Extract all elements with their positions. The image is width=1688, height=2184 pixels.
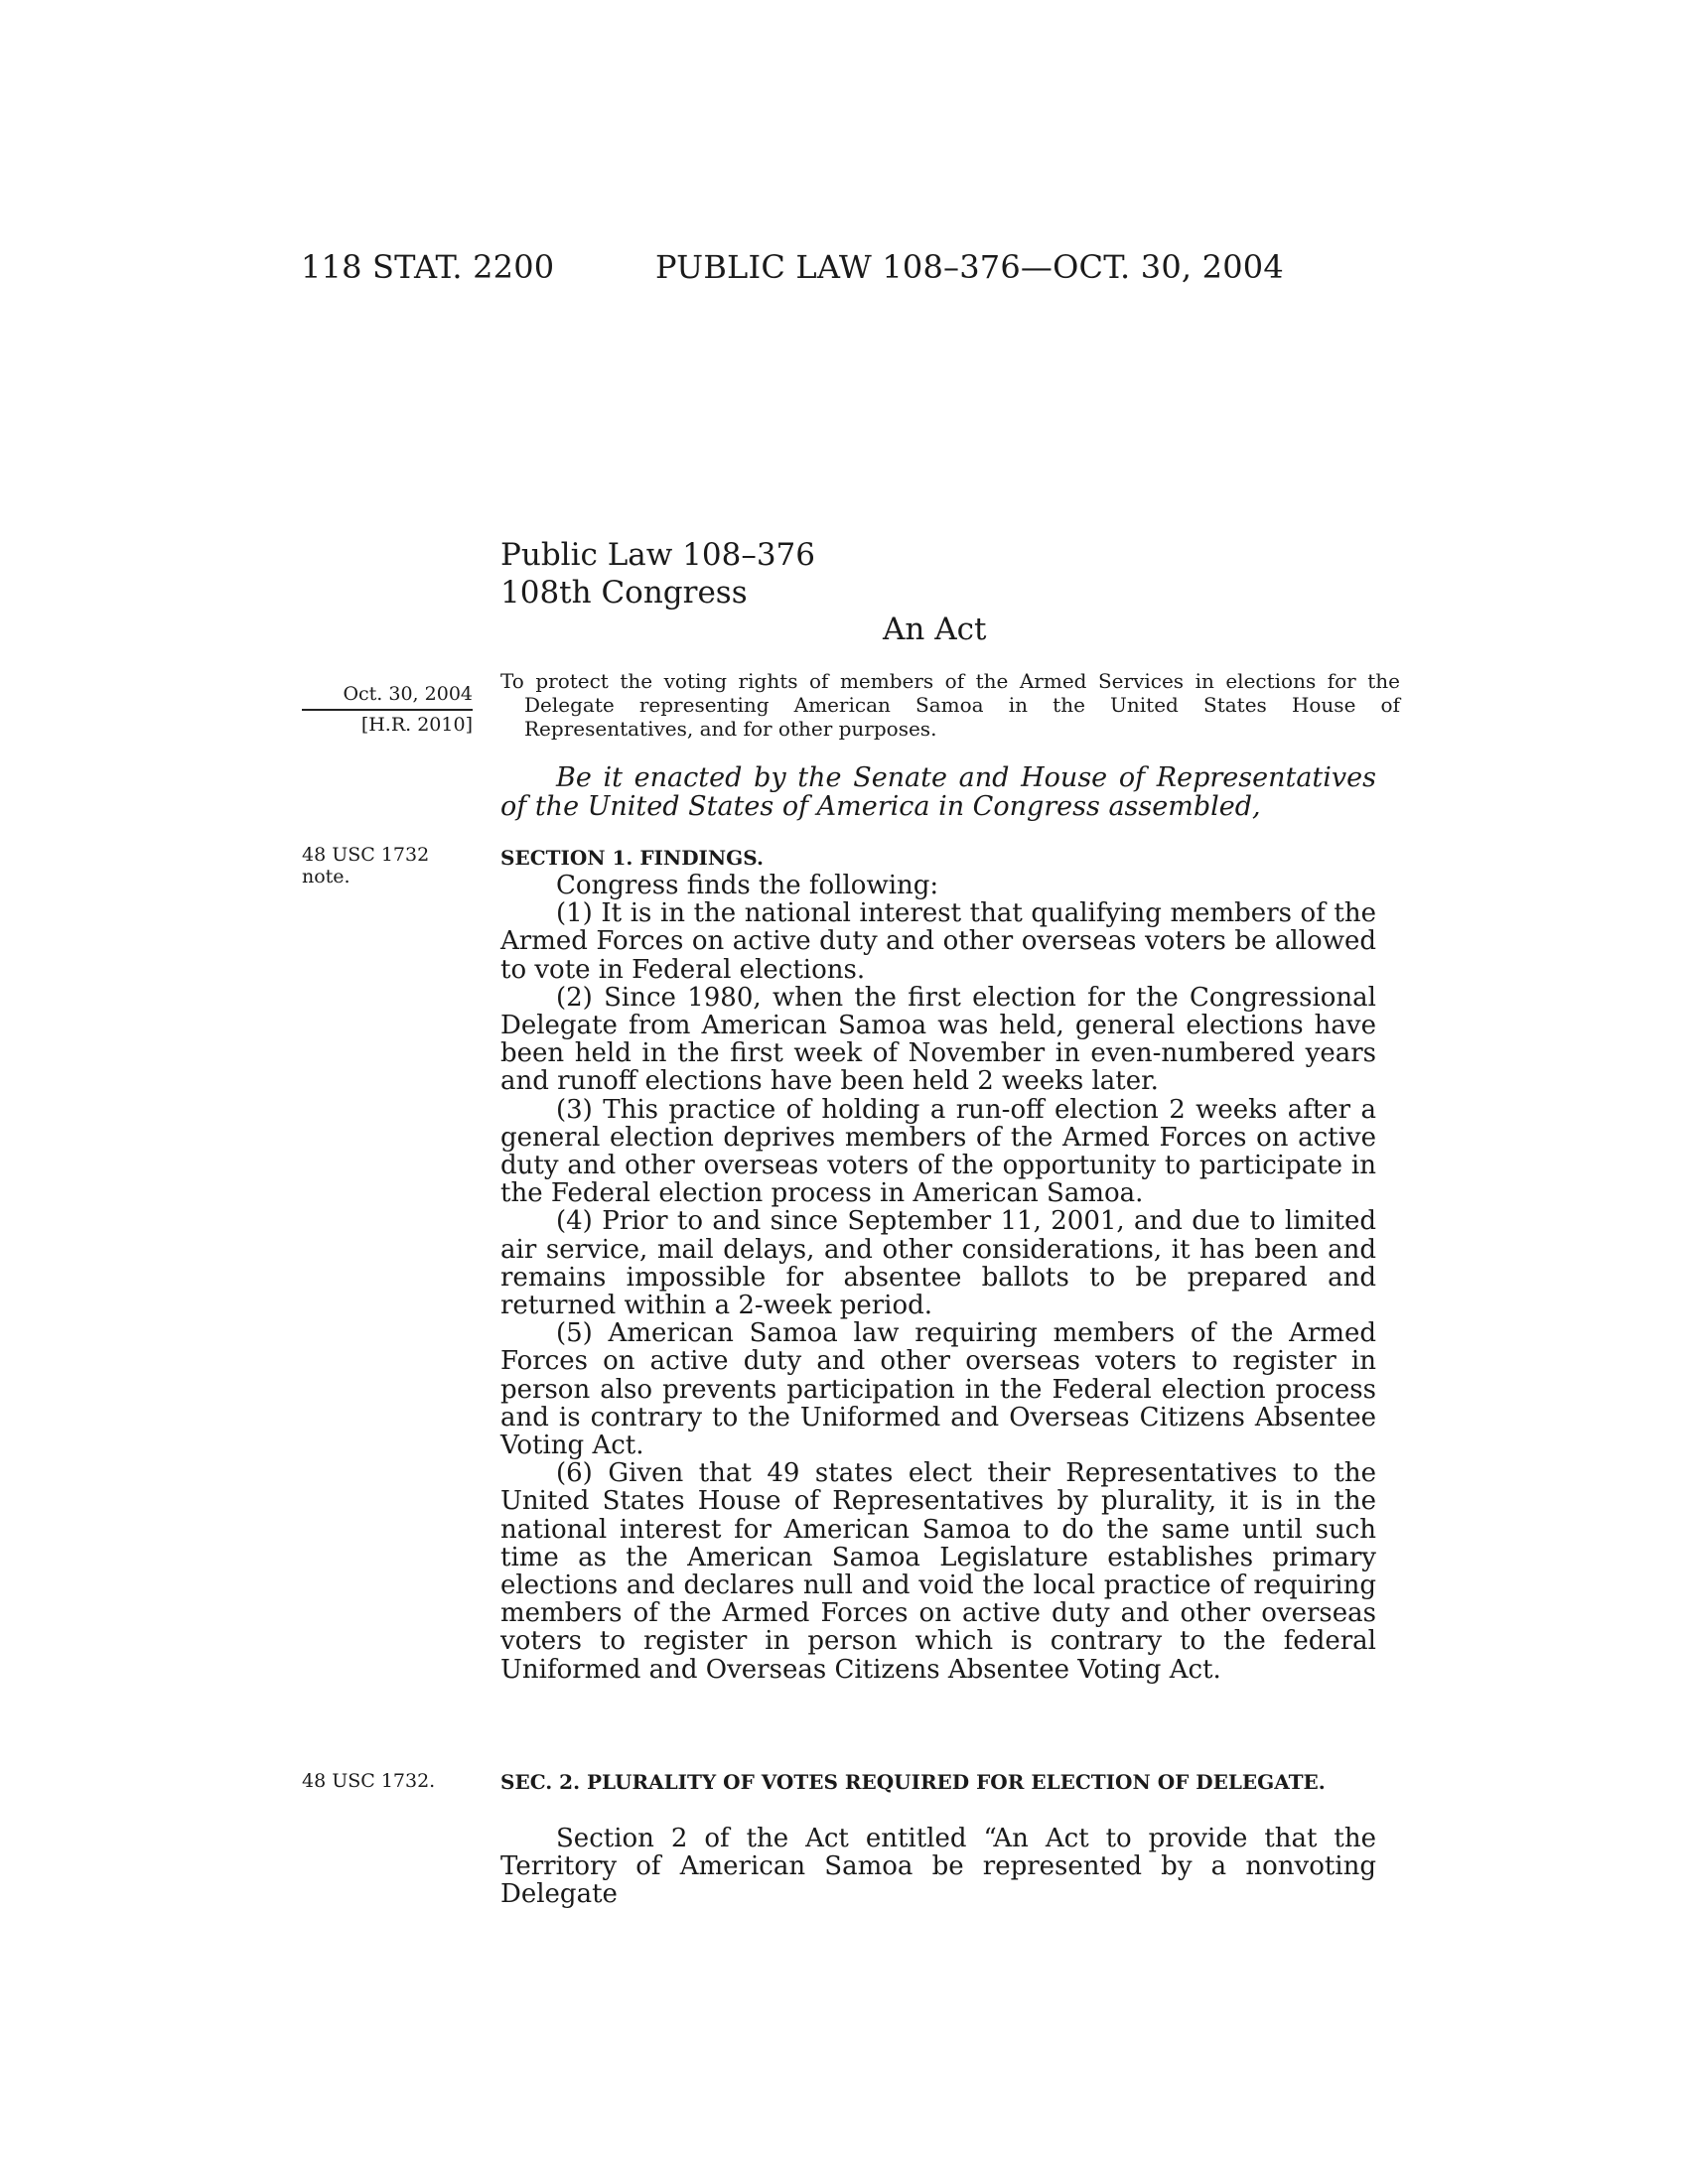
finding-6: (6) Given that 49 states elect their Representatives to the United States House of Representatives by plurality, it is in the national interest for American Samoa to do the same until such time as the American Samoa Legislature establishes primary elections and declares null and void the local practice of requiring members of the Armed Forces on active duty and other overseas voters to register in person which is contrary to the federal Uniformed and Overseas Citizens Absentee Voting Act.: [500, 1458, 1376, 1685]
finding-2: (2) Since 1980, when the first election for the Congressional Delegate from American Samoa was held, general elections have been held in the first week of November in even-numbered years and runoff elections have been held 2 weeks later.: [500, 982, 1376, 1097]
running-title: PUBLIC LAW 108–376—OCT. 30, 2004: [655, 248, 1284, 286]
section2-body: [500, 1825, 1376, 1909]
finding-5: (5) American Samoa law requiring members of the Armed Forces on active duty and other overseas voters to register in person also prevents participation in the Federal election process and is contrary to the Uniformed and Overseas Citizens Absentee Voting Act.: [500, 1318, 1376, 1461]
margin-note-suffix: note.: [302, 866, 351, 887]
finding-3: (3) This practice of holding a run-off election 2 weeks after a general election deprives members of the Armed Forces on active duty and other overseas voters of the opportunity to participate in the Federal election process in American Samoa.: [500, 1094, 1376, 1209]
purpose-text: To protect the voting rights of members of the Armed Services in elections for the Delegate representing American Samoa in the United States House of Representatives, and for other purposes.: [500, 669, 1400, 741]
section2-margin-note: 48 USC 1732.: [302, 1770, 436, 1792]
finding-1: (1) It is in the national interest that qualifying members of the Armed Forces on active duty and other overseas voters be allowed to vote in Federal elections.: [500, 898, 1376, 985]
congress: 108th Congress: [500, 575, 748, 611]
section1-heading: SECTION 1. FINDINGS.: [500, 846, 764, 870]
enacting-clause: Be it enacted by the Senate and House of Representatives of the United States of America in Congress assembled,: [500, 762, 1376, 822]
section1-margin-note: [302, 844, 451, 887]
finding-4: (4) Prior to and since September 11, 2001, and due to limited air service, mail delays, and other considerations, it has been and remains impossible for absentee ballots to be prepared and returned within a 2-week period.: [500, 1206, 1376, 1321]
section1-body: [500, 872, 1376, 1684]
findings-intro: Congress finds the following:: [556, 871, 939, 900]
section2-text: Section 2 of the Act entitled “An Act to provide that the Territory of American Samoa be represented by a nonvoting Delegate: [500, 1824, 1376, 1910]
approval-date: Oct. 30, 2004: [302, 683, 473, 711]
section2-heading: SEC. 2. PLURALITY OF VOTES REQUIRED FOR ELECTION OF DELEGATE.: [500, 1770, 1326, 1794]
law-number: Public Law 108–376: [500, 537, 816, 573]
bill-number: [H.R. 2010]: [360, 714, 473, 736]
approval-note: [302, 683, 473, 736]
margin-note-citation: 48 USC 1732: [302, 844, 430, 866]
stat-page-number: 118 STAT. 2200: [301, 248, 555, 286]
title-block: [500, 536, 815, 612]
act-heading: An Act: [883, 612, 987, 647]
